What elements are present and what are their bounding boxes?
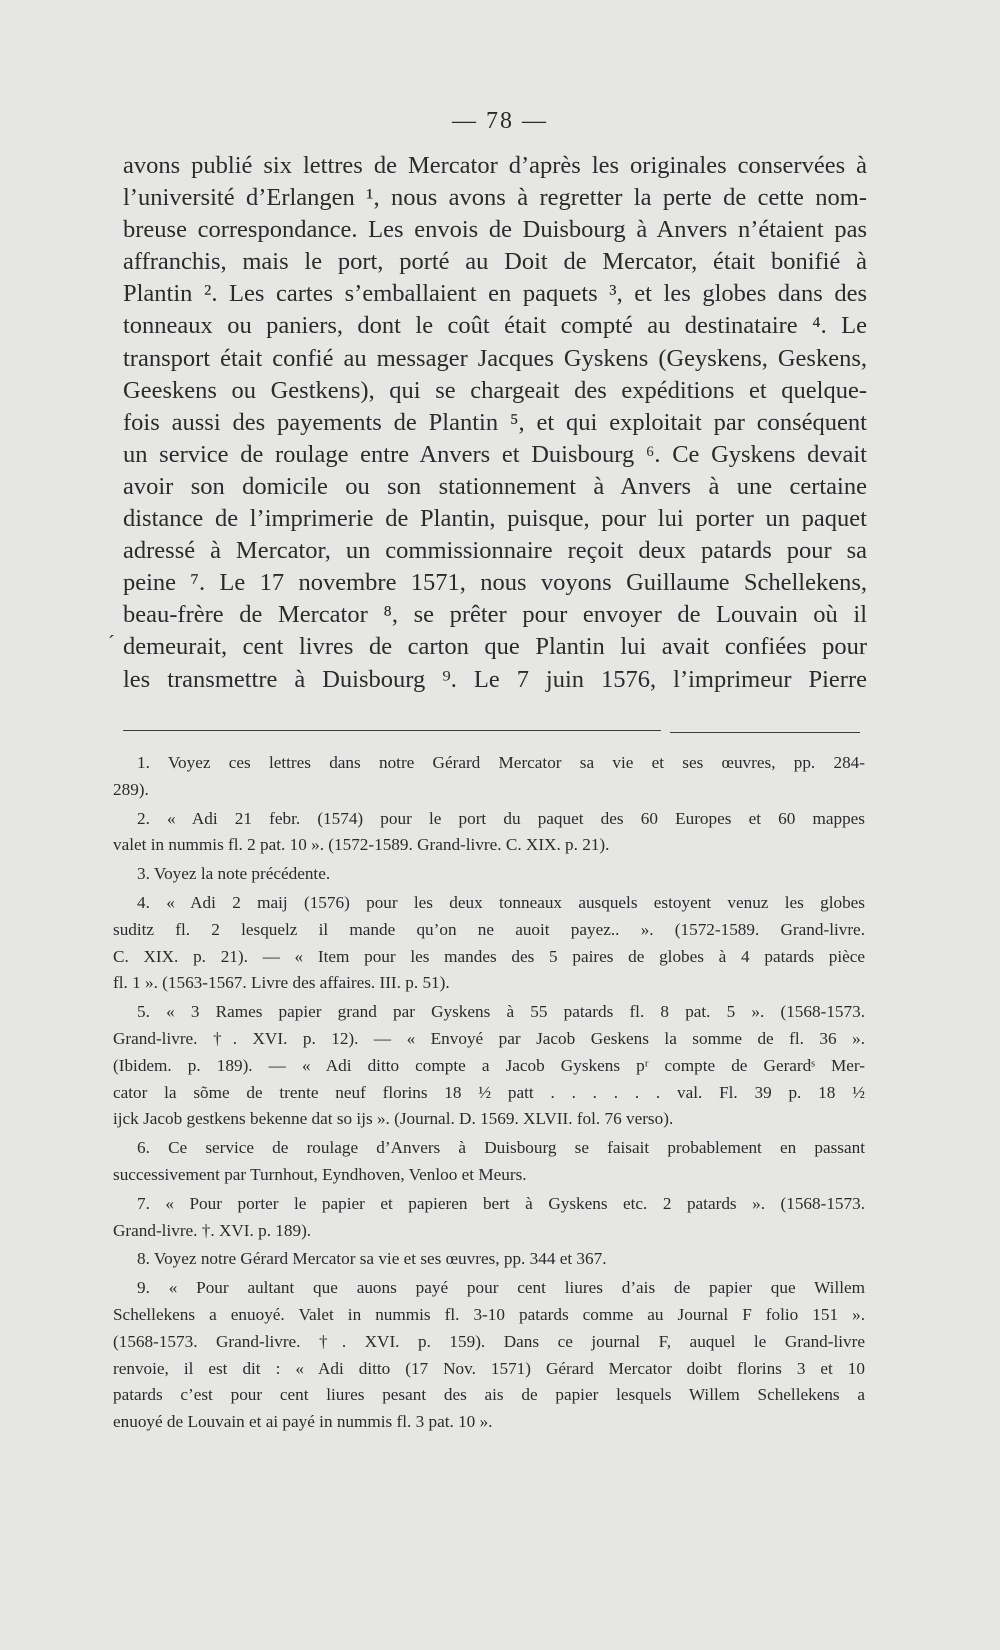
body-line: demeurait, cent livres de carton que Plantin lui avait confiées pour — [123, 633, 867, 661]
footnote-line: 5. « 3 Rames papier grand par Gyskens à 55 patards fl. 8 pat. 5 ». (1568-1573. — [137, 1002, 865, 1022]
footnote-line: (1568-1573. Grand-livre. †. XVI. p. 159). Dans ce journal F, auquel le Grand-livre — [113, 1331, 865, 1351]
footnote-line: ijck Jacob gestkens bekenne dat so ijs ». (Journal. D. 1569. XLVII. fol. 76 verso). — [113, 1109, 674, 1129]
footnote-line: Schellekens a enuoyé. Valet in nummis fl. 3-10 patards comme au Journal F folio 151 ». — [113, 1304, 865, 1324]
body-line: Plantin ². Les cartes s’emballaient en paquets ³, et les globes dans des — [123, 280, 867, 308]
footnote-line: fl. 1 ». (1563-1567. Livre des affaires. III. p. 51). — [113, 973, 450, 993]
footnote — [113, 861, 865, 888]
body-line: un service de roulage entre Anvers et Duisbourg ⁶. Ce Gyskens devait — [123, 440, 867, 468]
footnote-line: 8. Voyez notre Gérard Mercator sa vie et ses œuvres, pp. 344 et 367. — [137, 1249, 607, 1269]
footnote-line: 2. « Adi 21 febr. (1574) pour le port du paquet des 60 Europes et 60 mappes — [137, 808, 865, 828]
footnote-line: cator la sõme de trente neuf florins 18 ½ patt . . . . . . val. Fl. 39 p. 18 ½ — [113, 1082, 865, 1102]
footnote-line: successivement par Turnhout, Eyndhoven, Venloo et Meurs. — [113, 1164, 527, 1184]
footnote-line: 3. Voyez la note précédente. — [137, 864, 331, 884]
body-line: tonneaux ou paniers, dont le coût était compté au destinataire ⁴. Le — [123, 312, 867, 340]
body-line: breuse correspondance. Les envois de Duisbourg à Anvers n’étaient pas — [123, 216, 867, 244]
body-line: peine ⁷. Le 17 novembre 1571, nous voyons Guillaume Schellekens, — [123, 569, 867, 597]
footnote-line: 7. « Pour porter le papier et papieren bert à Gyskens etc. 2 patards ». (1568-1573. — [137, 1193, 865, 1213]
footnote-rule — [123, 730, 661, 731]
footnote-line: Grand-livre. †. XVI. p. 12). — « Envoyé par Jacob Geskens la somme de fl. 36 ». — [113, 1028, 865, 1048]
footnote-line: suditz fl. 2 lesquelz il mande qu’on ne auoit payez.. ». (1572-1589. Grand-livre. — [113, 919, 865, 939]
body-line: beau-frère de Mercator ⁸, se prêter pour envoyer de Louvain où il — [123, 601, 867, 629]
body-line: avoir son domicile ou son stationnement à Anvers à une certaine — [123, 472, 867, 500]
body-text — [123, 150, 867, 696]
margin-mark: ´ — [108, 632, 115, 654]
body-line: transport était confié au messager Jacques Gyskens (Geyskens, Geskens, — [123, 344, 867, 372]
footnote-line: 289). — [113, 779, 149, 799]
body-line: distance de l’imprimerie de Plantin, puisque, pour lui porter un paquet — [123, 505, 867, 533]
footnote-line: enuoyé de Louvain et ai payé in nummis fl. 3 pat. 10 ». — [113, 1412, 493, 1432]
footnote-rule-short — [670, 732, 860, 733]
footnotes — [113, 750, 865, 1438]
footnote-line: valet in nummis fl. 2 pat. 10 ». (1572-1589. Grand-livre. C. XIX. p. 21). — [113, 835, 610, 855]
footnote-line: 4. « Adi 2 maij (1576) pour les deux tonneaux ausquels estoyent venuz les globes — [137, 892, 865, 912]
body-line: affranchis, mais le port, porté au Doit de Mercator, était bonifié à — [123, 248, 867, 276]
body-line: fois aussi des payements de Plantin ⁵, et qui exploitait par conséquent — [123, 408, 867, 436]
body-line: l’université d’Erlangen ¹, nous avons à regretter la perte de cette nom- — [123, 184, 867, 212]
footnote-line: renvoie, il est dit : « Adi ditto (17 Nov. 1571) Gérard Mercator doibt florins 3 et 10 — [113, 1358, 865, 1378]
footnote-line: 9. « Pour aultant que auons payé pour cent liures d’ais de papier que Willem — [137, 1278, 865, 1298]
body-line: les transmettre à Duisbourg ⁹. Le 7 juin 1576, l’imprimeur Pierre — [123, 665, 867, 693]
body-line: adressé à Mercator, un commissionnaire reçoit deux patards pour sa — [123, 537, 867, 565]
footnote-line: 1. Voyez ces lettres dans notre Gérard Mercator sa vie et ses œuvres, pp. 284- — [137, 753, 865, 772]
footnote — [113, 750, 865, 804]
page-number: — 78 — — [452, 108, 548, 134]
footnote — [113, 1275, 865, 1436]
footnote-line: C. XIX. p. 21). — « Item pour les mandes des 5 paires de globes à 4 patards pièce — [113, 946, 865, 966]
body-line: avons publié six lettres de Mercator d’après les originales conservées à — [123, 152, 867, 179]
footnote — [113, 1135, 865, 1189]
footnote-line: (Ibidem. p. 189). — « Adi ditto compte a Jacob Gyskens pʳ compte de Gerardˢ Mer- — [113, 1055, 865, 1075]
footnote — [113, 806, 865, 860]
footnote — [113, 1191, 865, 1245]
footnote — [113, 999, 865, 1133]
footnote-line: Grand-livre. †. XVI. p. 189). — [113, 1220, 312, 1240]
footnote — [113, 890, 865, 997]
footnote-line: 6. Ce service de roulage d’Anvers à Duisbourg se faisait probablement en passant — [137, 1138, 865, 1158]
body-line: Geeskens ou Gestkens), qui se chargeait des expéditions et quelque- — [123, 376, 867, 404]
footnote-line: patards c’est pour cent liures pesant des ais de papier lesquels Willem Schellekens a — [113, 1385, 865, 1405]
footnote — [113, 1246, 865, 1273]
